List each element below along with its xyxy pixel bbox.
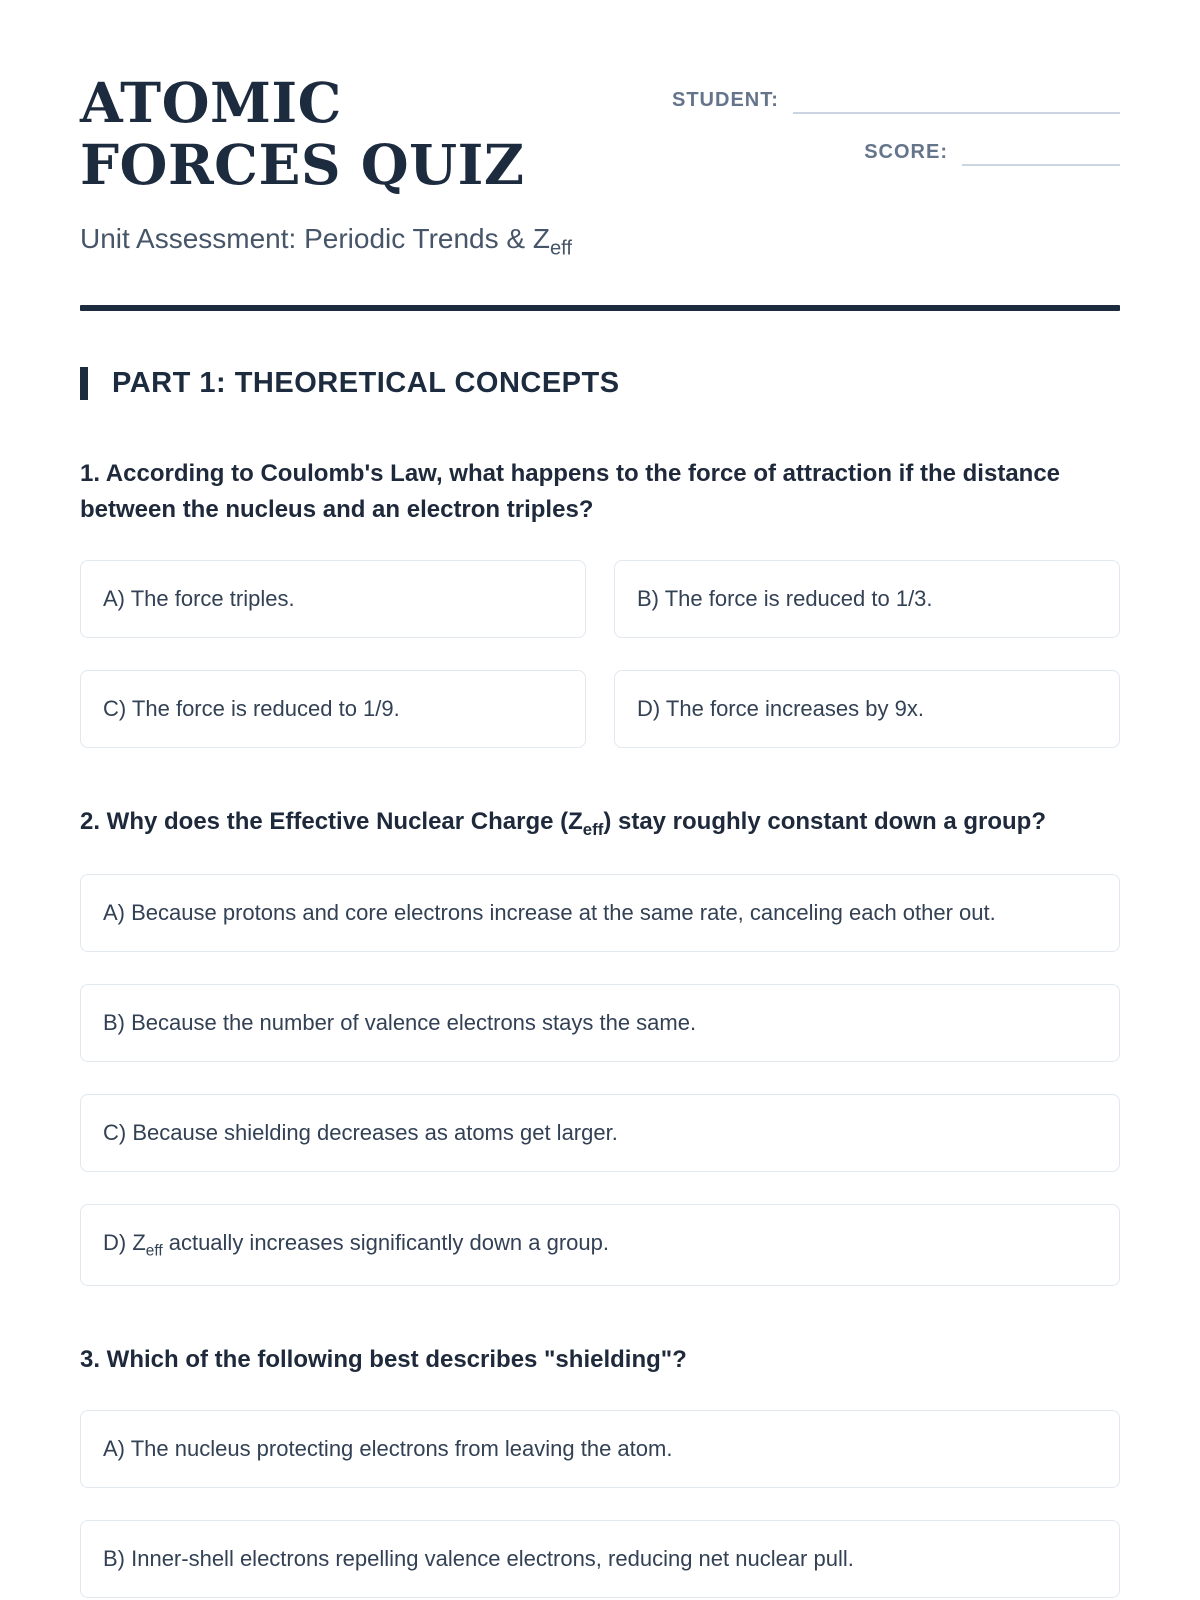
q2-option-a[interactable]: A) Because protons and core electrons increase at the same rate, canceling each other out. xyxy=(80,874,1120,952)
q2-option-d-subscript: eff xyxy=(145,1242,163,1260)
q2-text-subscript: eff xyxy=(582,820,604,839)
q2-option-d[interactable] xyxy=(80,1204,1120,1285)
header-fields xyxy=(672,88,1120,166)
student-input-line[interactable] xyxy=(793,88,1120,114)
subtitle-text: Unit Assessment: Periodic Trends & Z xyxy=(80,223,550,255)
q2-text-part1: 2. Why does the Effective Nuclear Charge (Z xyxy=(80,808,583,836)
student-field-row xyxy=(672,88,1120,114)
page-title: ATOMIC FORCES QUIZ xyxy=(80,70,525,197)
question-1-options xyxy=(80,560,1120,748)
question-3-text: 3. Which of the following best describes "shielding"? xyxy=(80,1345,687,1373)
part1-heading: PART 1: THEORETICAL CONCEPTS xyxy=(80,367,1120,400)
q3-option-b[interactable]: B) Inner-shell electrons repelling valence electrons, reducing net nuclear pull. xyxy=(80,1520,1120,1598)
student-label: STUDENT: xyxy=(672,89,779,111)
question-2 xyxy=(80,804,1120,1286)
q2-option-d-part1: D) Z xyxy=(103,1230,146,1256)
header xyxy=(80,72,1120,265)
header-title-block xyxy=(80,72,600,265)
score-label: SCORE: xyxy=(864,141,948,163)
header-divider xyxy=(80,305,1120,311)
subtitle-subscript: eff xyxy=(549,237,573,260)
q1-option-d[interactable]: D) The force increases by 9x. xyxy=(614,670,1120,748)
q2-option-c[interactable]: C) Because shielding decreases as atoms get larger. xyxy=(80,1094,1120,1172)
q3-option-a[interactable]: A) The nucleus protecting electrons from leaving the atom. xyxy=(80,1410,1120,1488)
q2-option-d-part2: actually increases significantly down a group. xyxy=(162,1230,609,1256)
question-3-options xyxy=(80,1410,1120,1598)
q1-option-c[interactable]: C) The force is reduced to 1/9. xyxy=(80,670,586,748)
question-2-text xyxy=(80,804,1120,842)
question-2-options xyxy=(80,874,1120,1286)
q2-option-b[interactable]: B) Because the number of valence electrons stays the same. xyxy=(80,984,1120,1062)
question-1 xyxy=(80,456,1120,748)
q1-option-b[interactable]: B) The force is reduced to 1/3. xyxy=(614,560,1120,638)
page-subtitle xyxy=(80,217,600,265)
q1-option-a[interactable]: A) The force triples. xyxy=(80,560,586,638)
question-1-text: 1. According to Coulomb's Law, what happens to the force of attraction if the distance between the nucleus and an electron triples? xyxy=(80,460,1061,524)
q2-text-part2: ) stay roughly constant down a group? xyxy=(603,808,1046,836)
question-3 xyxy=(80,1342,1120,1598)
score-input-line[interactable] xyxy=(962,140,1120,166)
score-field-row xyxy=(672,140,1120,166)
